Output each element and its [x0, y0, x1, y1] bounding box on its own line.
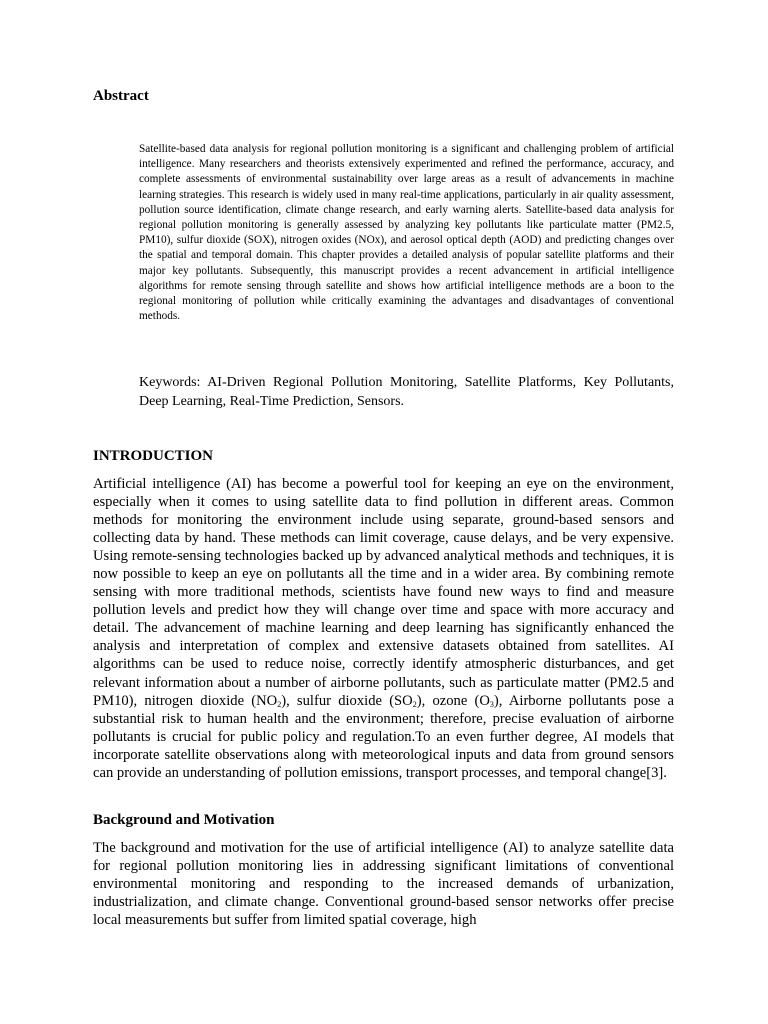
- background-body: The background and motivation for the use of artificial intelligence (AI) to analyze satellite data for regional pollution monitoring lies in addressing significant limitations of conventional environmental monitoring and responding to the increased demands of urbanization, industrialization, and climate change. Conventional ground-based sensor networks offer precise local measurements but suffer from limited spatial coverage, high: [93, 840, 674, 929]
- keywords: Keywords: AI-Driven Regional Pollution Monitoring, Satellite Platforms, Key Pollutants, Deep Learning, Real-Time Prediction, Sensors.: [139, 375, 674, 409]
- introduction-body: [93, 475, 674, 782]
- o3-subscript: 3: [489, 699, 494, 709]
- so2-subscript: 2: [412, 699, 417, 709]
- introduction-heading: INTRODUCTION: [93, 448, 214, 464]
- abstract-heading: Abstract: [93, 88, 149, 104]
- abstract-body: Satellite-based data analysis for regional pollution monitoring is a significant and challenging problem of artificial intelligence. Many researchers and theorists extensively experimented and refined the performance, accuracy, and complete assessments of environmental sustainability over large areas as a result of advancements in machine learning strategies. This research is widely used in many real-time applications, particularly in air quality assessment, pollution source identification, climate change research, and early warning alerts. Satellite-based data analysis for regional pollution monitoring is generally assessed by analyzing key pollutants like particulate matter (PM2.5, PM10), sulfur dioxide (SOX), nitrogen oxides (NOx), and aerosol optical depth (AOD) and predicting changes over the spatial and temporal domain. This chapter provides a detailed analysis of popular satellite platforms and their major key pollutants. Subsequently, this manuscript provides a recent advancement in artificial intelligence algorithms for remote sensing through satellite and shows how artificial intelligence methods are a boon to the regional monitoring of pollution while critically examining the advantages and disadvantages of conventional methods.: [139, 143, 674, 323]
- no2-subscript: 2: [277, 699, 282, 709]
- intro-text-part2: ), sulfur dioxide (SO: [281, 692, 413, 709]
- intro-text-part1: Artificial intelligence (AI) has become a powerful tool for keeping an eye on the environment, especially when it comes to using satellite data to find pollution in different areas. Common methods for monitoring the environment include using separate, ground-based sensors and collecting data by hand. These methods can limit coverage, cause delays, and be very expensive. Using remote-sensing technologies backed up by advanced analytical methods and techniques, it is now possible to keep an eye on pollutants all the time and in a wider area. By combining remote sensing with more traditional methods, scientists have found new ways to find and measure pollution levels and predict how they will change over time and space with more accuracy and detail. The advancement of machine learning and deep learning has significantly enhanced the analysis and interpretation of complex and extensive datasets obtained from satellites. AI algorithms can be used to reduce noise, correctly identify atmospheric disturbances, and get relevant information about a number of airborne pollutants, such as particulate matter (PM2.5 and PM10), nitrogen dioxide (NO: [93, 476, 674, 709]
- intro-text-part4: ), Airborne pollutants pose a substantial risk to human health and the environment; therefore, precise evaluation of airborne pollutants is crucial for public policy and regulation.To an even further degree, AI models that incorporate satellite observations along with meteorological inputs and data from ground sensors can provide an understanding of pollution emissions, transport processes, and temporal change[3].: [93, 692, 674, 781]
- intro-text-part3: ), ozone (O: [416, 692, 490, 709]
- background-heading: Background and Motivation: [93, 812, 275, 828]
